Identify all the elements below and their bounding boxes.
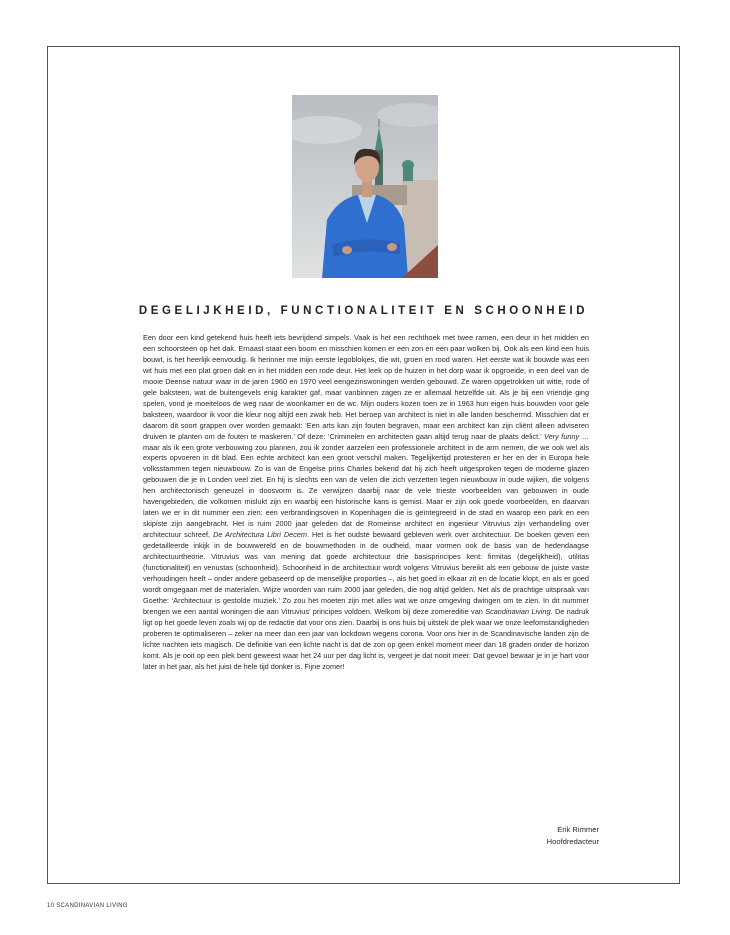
editor-portrait-photo [292,95,438,278]
author-title: Hoofdredacteur [546,837,599,846]
article-heading: DEGELIJKHEID, FUNCTIONALITEIT EN SCHOONHEID [138,305,589,317]
editorial-body [143,333,589,673]
page-footer: 10 SCANDINAVIAN LIVING [47,903,128,909]
body-text-segment: . De nadruk ligt op het goede leven zoals wij op de redactie dat voor ons zien. Daarbij is ons huis bij uitstek de plek waar we onze leefomstandigheden proberen te optimaliseren – zeker na meer dan een jaar van lockdown wegens corona. Voor ons hier in de Scandinavische landen zijn de lichte nachten iets magisch. De definitie van een lichte nacht is dat de zon op geen enkel moment meer dan 18 graden onder de horizon komt. Als je ooit op een plek bent geweest waar het 24 uur per dag licht is, vergeet je dat nooit meer. Dat gevoel bewaar je in je hart voor later in het jaar, als het juist de hele tijd donker is. Fijne zomer! [143,606,589,671]
author-name: Erik Rimmer [557,825,599,834]
editorial-paragraph [143,333,589,673]
body-italic-segment: Scandinavian Living [485,606,551,616]
body-text-segment: . Het is het oudste bewaard gebleven werk over architectuur. De boeken geven een gedetailleerde inkijk in de bouwwereld en de bouwmethoden in de oudheid, maar vormen ook de basis van de hedendaagse architectuurtheorie. Vitruvius was van mening dat goede architectuur drie basisprincipes kent: firmitas (degelijkheid), utilitas (functionaliteit) en venustas (schoonheid). Schoonheid in de architectuur wordt volgens Vitruvius bereikt als een gebouw de juiste vaste verhoudingen heeft – onder andere gebaseerd op de menselijke proporties –, als het goed in elkaar zit en de locatie klopt, en als er goed wordt omgegaan met de materialen. Wijze woorden van ruim 2000 jaar geleden, die nog altijd gelden. Net als de prachtige uitspraak van Goethe: ‘Architectuur is gestolde muziek.’ Zo zou het moeten zijn met alles wat we onze omgeving dwingen om te zien. In dit nummer brengen we een aantal woningen die aan Vitruvius’ principes voldoen. Welkom bij deze zomereditie van [143,530,590,616]
signature-block [547,824,599,848]
body-text-segment: Een door een kind getekend huis heeft iets bevrijdend simpels. Vaak is het een rechthoek met twee ramen, een deur in het midden en een schoorsteen op het dak. Ernaast staat een boom en misschien komen er een zon en een paar wolken bij. Ook als een kind een huis bouwt, is het heerlijk eenvoudig. Ik herinner me mijn eerste legoblokjes, die wit, groen en rood waren. Het eerste wat ik bouwde was een wit huis met een plat groen dak en in het midden een rode deur. Het leek op de huizen in het dorp waar ik opgroeide, in een deel van de mooie Deense natuur waar in de jaren 1960 en 1970 veel eengezinswoningen werden gebouwd. Ze waren opgetrokken uit witte, rode of gele baksteen, wat de buitengevels enig karakter gaf, maar vanbinnen zagen ze er allemaal hetzelfde uit. Als je bij een vriendje ging spelen, vond je moeiteloos de weg naar de woonkamer en de wc. Mijn ouders kozen toen ze in 1963 hun eigen huis bouwden voor gele baksteen, waardoor ik voor die kleur nog altijd een zwak heb. Het beroep van architect is niet in alle landen beschermd. Misschien dat er daarom dit soort grappen over worden gemaakt: ‘Een arts kan zijn fouten begraven, maar een architect kan zijn cliënt alleen adviseren druiven te planten om de fouten te maskeren.’ Of deze: ‘Criminelen en architecten gaan altijd terug naar de plaats delict.’ [143,333,589,441]
body-italic-segment: De Architectura Libri Decem [213,530,307,540]
body-text-segment: … maar als ik een grote verbouwing zou plannen, zou ik zonder aarzelen een professionele architect in de arm nemen, die we ook wel als experts opvoeren in dit blad. Een echte architect kan een groot verschil maken. Tegelijkertijd protesteren er her en der in Europa hele volksstammen tegen nieuwbouw. Zo is van de Engelse prins Charles bekend dat hij zich heeft uitgesproken tegen de moderne glazen gebouwen die je in Londen veel ziet. En hij is slechts een van de velen die zich verzetten tegen nieuwbouw in oude wijken, die volgens hen architectonisch geneuzel in doosvorm is. Ze verwijzen daarbij naar de vele trieste voorbeelden van gebouwen in oude havengebieden, die volkomen mislukt zijn en waarbij een historische kans is gemist. Maar er zijn ook goede voorbeelden, en daarvan laten we er in dit nummer een zien: een verbrandingsoven in Kopenhagen die is geïntegreerd in de stad en waarop een park en een skipiste zijn aangebracht. Het is ruim 2000 jaar geleden dat de Romeinse architect en ingenieur Vitruvius zijn verhandeling over architectuur schreef, [143,431,589,540]
body-italic-segment: Very funny [544,431,580,441]
